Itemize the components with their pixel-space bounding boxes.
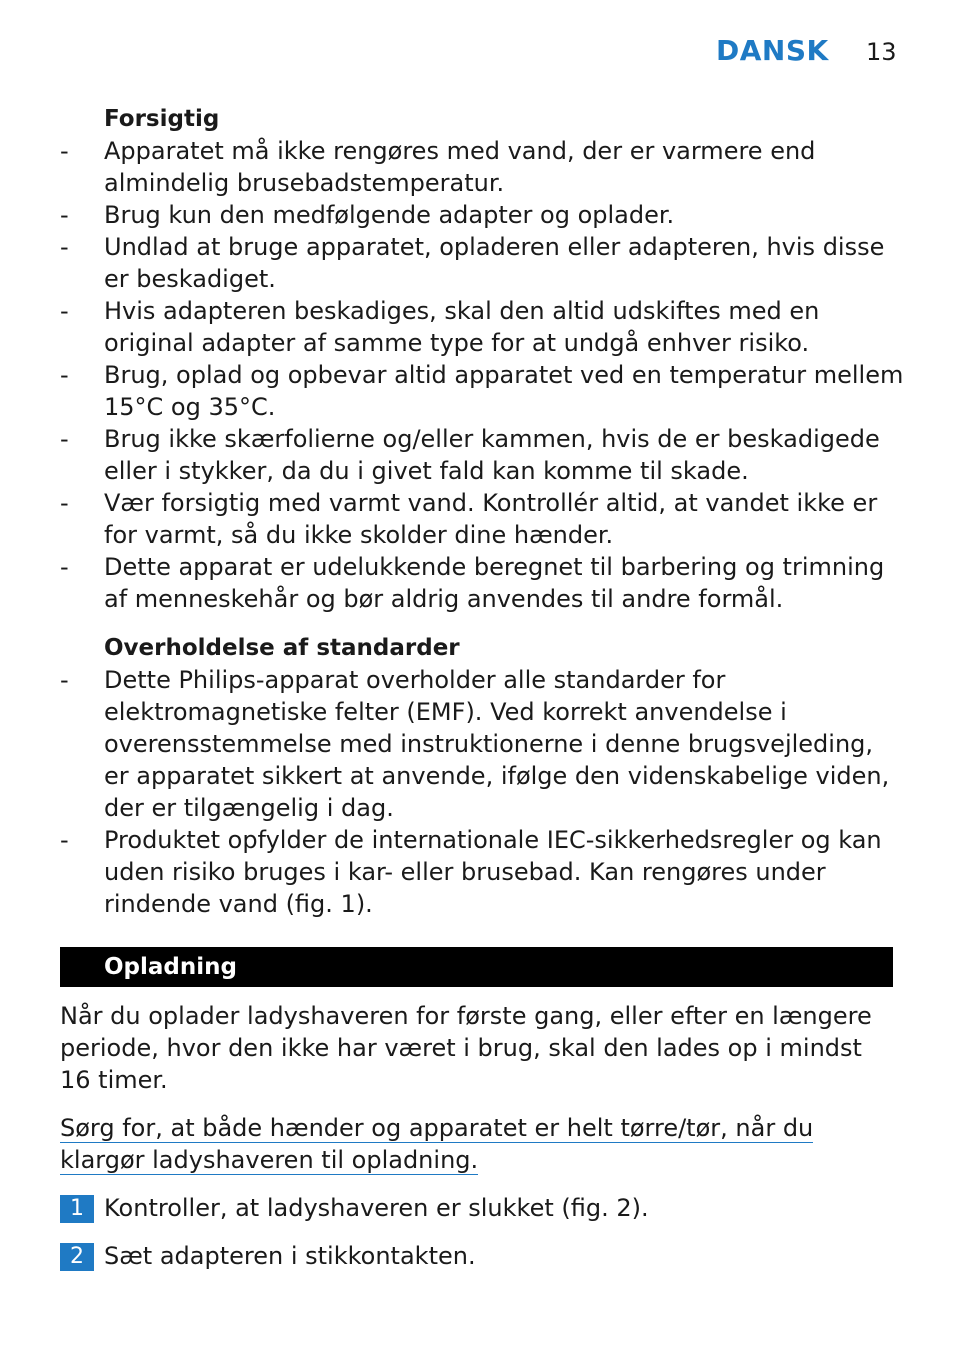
list-item: - Hvis adapteren beskadiges, skal den altid udskiftes med en original adapter af samme type for at undgå enhver risiko.	[60, 297, 820, 357]
section-header-bar	[60, 947, 893, 987]
list-dash: -	[60, 425, 69, 453]
list-dash: -	[60, 201, 69, 229]
step-number-badge: 1	[60, 1195, 94, 1223]
compliance-heading: Overholdelse af standarder	[104, 635, 460, 661]
step-number-badge: 2	[60, 1243, 94, 1271]
compliance-list	[0, 664, 954, 920]
charging-intro: Når du oplader ladyshaveren for første gang, eller efter en længere periode, hvor den ikke har været i brug, skal den lades op i mindst 16 timer.	[60, 1002, 872, 1094]
list-item: - Brug ikke skærfolierne og/eller kammen, hvis de er beskadigede eller i stykker, da du i givet fald kan komme til skade.	[60, 425, 880, 485]
list-dash: -	[60, 137, 69, 165]
list-item: - Apparatet må ikke rengøres med vand, der er varmere end almindelig brusebadstemperatur.	[60, 137, 816, 197]
language-label: DANSK	[716, 34, 829, 67]
list-item: - Brug kun den medfølgende adapter og oplader.	[60, 201, 675, 229]
page-number: 13	[866, 38, 897, 66]
list-item: - Dette Philips-apparat overholder alle standarder for elektromagnetiske felter (EMF). Ved korrekt anvendelse i overensstemmelse med instruktionerne i denne brugsvejleding, er apparatet sikkert at anvende, ifølge den videnskabelige viden, der er tilgængelig i dag.	[60, 666, 890, 822]
list-item: - Undlad at bruge apparatet, opladeren eller adapteren, hvis disse er beskadiget.	[60, 233, 885, 293]
list-item: - Brug, oplad og opbevar altid apparatet ved en temperatur mellem 15°C og 35°C.	[60, 361, 904, 421]
list-dash: -	[60, 361, 69, 389]
list-item: - Produktet opfylder de internationale IEC-sikkerhedsregler og kan uden risiko bruges i kar- eller brusebad. Kan rengøres under rindende vand (fig. 1).	[60, 826, 882, 918]
list-dash: -	[60, 233, 69, 261]
step-text: Kontroller, at ladyshaveren er slukket (fig. 2).	[104, 1194, 649, 1222]
charging-note	[60, 1112, 900, 1176]
list-dash: -	[60, 826, 69, 854]
section-title: Opladning	[104, 954, 237, 980]
list-dash: -	[60, 489, 69, 517]
step-text: Sæt adapteren i stikkontakten.	[104, 1242, 476, 1270]
list-dash: -	[60, 553, 69, 581]
caution-heading: Forsigtig	[104, 106, 220, 132]
note-text: Sørg for, at både hænder og apparatet er helt tørre/tør, når du klargør ladyshaveren til opladning.	[60, 1114, 814, 1174]
list-item: - Vær forsigtig med varmt vand. Kontrollér altid, at vandet ikke er for varmt, så du ikke skolder dine hænder.	[60, 489, 878, 549]
list-dash: -	[60, 666, 69, 694]
caution-list	[0, 135, 954, 615]
list-dash: -	[60, 297, 69, 325]
list-item: - Dette apparat er udelukkende beregnet til barbering og trimning af menneskehår og bør aldrig anvendes til andre formål.	[60, 553, 885, 613]
